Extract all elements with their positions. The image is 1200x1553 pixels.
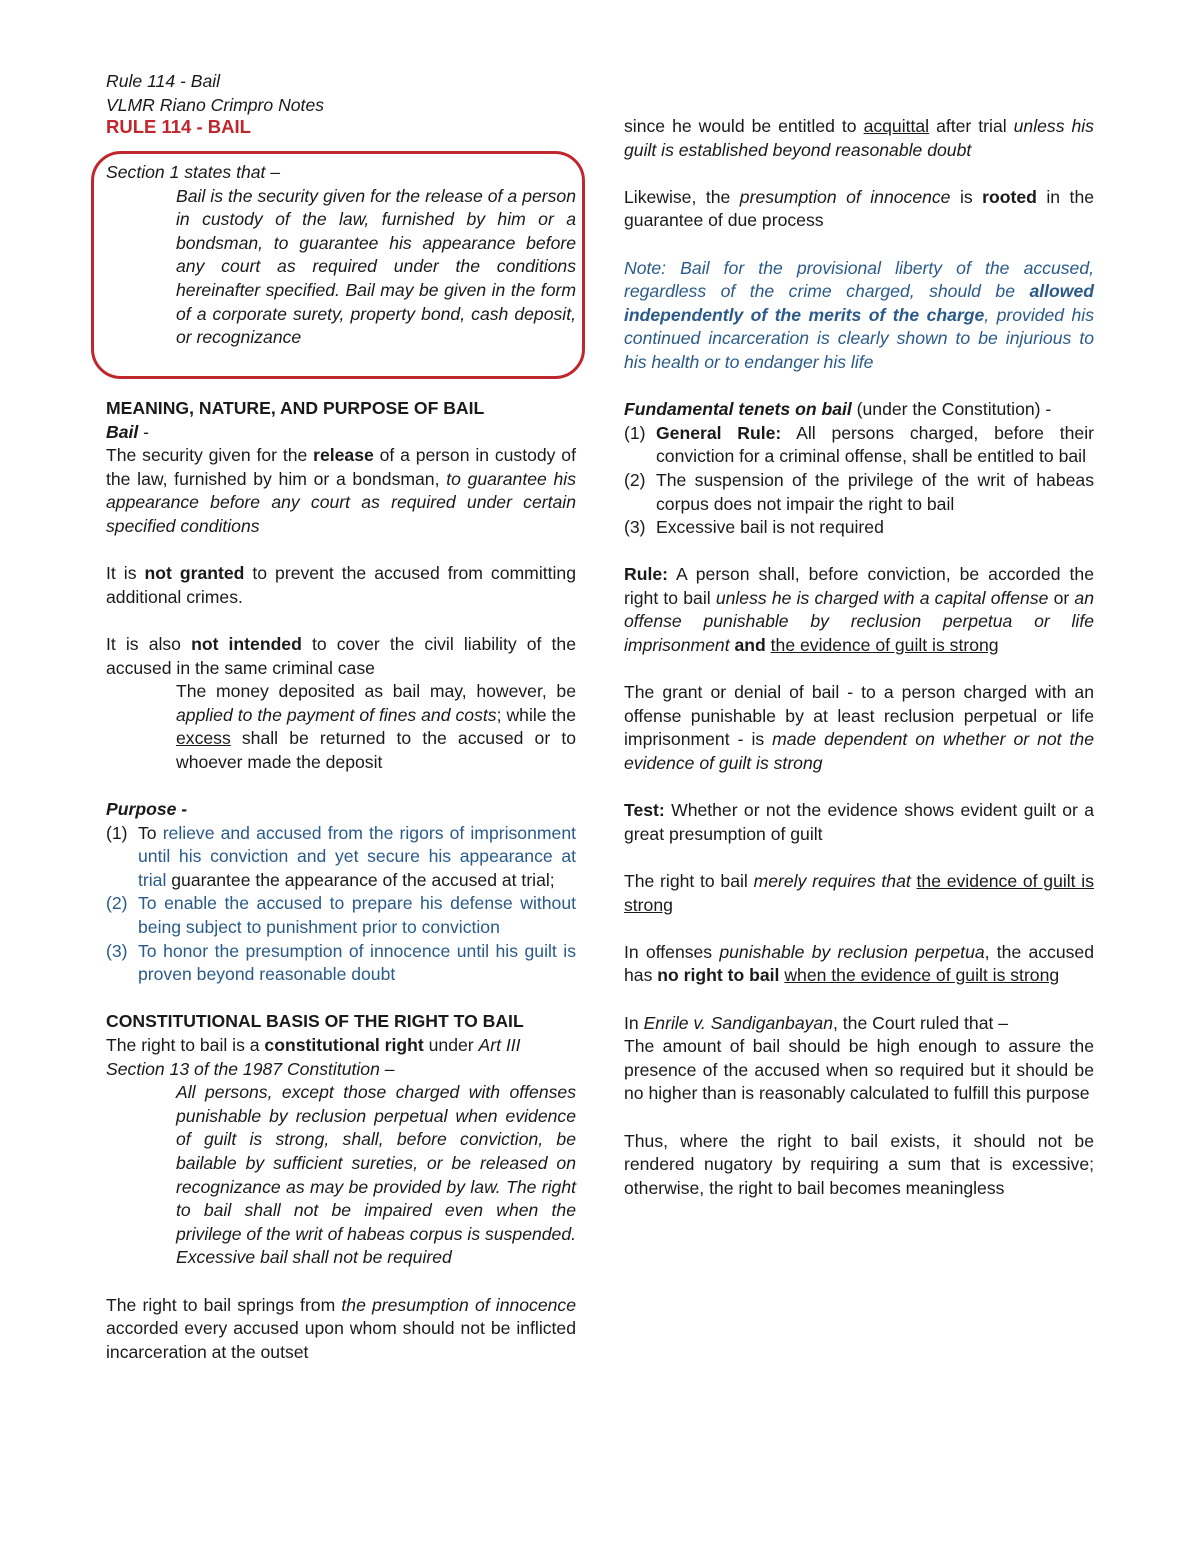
tenets-heading: Fundamental tenets on bail (under the Constitution) - — [624, 399, 1052, 420]
page-title: RULE 114 - BAIL — [106, 116, 251, 137]
constitution-quote: All persons, except those charged with offenses punishable by reclusion perpetual when evidence of guilt is strong, shall, before conviction, be bailable by sufficient sureties, or be released on recognizance as may be provided by law. The right to bail shall not be impaired even when the privilege of the writ of habeas corpus is suspended. Excessive bail shall not be required — [176, 1082, 577, 1268]
section-1-quote — [106, 161, 576, 350]
tenet-item: (1) General Rule: All persons charged, before their conviction for a criminal offense, shall be entitled to bail — [624, 422, 1094, 467]
rule-text: Rule: A person shall, before conviction, be accorded the right to bail unless he is charged with a capital offense or an offense punishable by reclusion perpetua or life imprisonment and the evidence of guilt is strong — [624, 564, 1094, 656]
purpose-heading: Purpose - — [106, 799, 188, 820]
money-deposited-text: The money deposited as bail may, however, be applied to the payment of fines and costs; while the excess shall be returned to the accused or to whoever made the deposit — [176, 681, 577, 772]
note-text: Note: Bail for the provisional liberty of the accused, regardless of the crime charged, should be allowed independently of the merits of the charge, provided his continued incarceration is clearly shown to be injurious to his health or to endanger his life — [624, 257, 1094, 372]
purpose-item: (1) To relieve and accused from the rigors of imprisonment until his conviction and yet secure his appearance at trial guarantee the appearance of the accused at trial; — [106, 822, 576, 890]
grant-denial-text: The grant or denial of bail - to a person charged with an offense punishable by at least reclusion perpetual or life imprisonment - is made dependent on whether or not the evidence of guilt is strong — [624, 682, 1094, 774]
thus-text: Thus, where the right to bail exists, it should not be rendered nugatory by requiring a sum that is excessive; otherwise, the right to bail becomes meaningless — [624, 1130, 1094, 1198]
not-intended-text: It is also not intended to cover the civil liability of the accused in the same criminal case — [106, 633, 576, 678]
merely-requires-text: The right to bail merely requires that the evidence of guilt is strong — [624, 871, 1095, 915]
purpose-item: (3) To honor the presumption of innocence until his guilt is proven beyond reasonable doubt — [106, 940, 576, 985]
tenet-item: (2) The suspension of the privilege of the writ of habeas corpus does not impair the right to bail — [624, 469, 1094, 514]
tenet-item: (3) Excessive bail is not required — [624, 517, 884, 538]
section-1-text: Bail is the security given for the release of a person in custody of the law, furnished by him or a bondsman, to guarantee his appearance before any court as required under the conditions hereinafter specified. Bail may be given in the form of a corporate surety, property bond, cash deposit, or recognizance — [176, 185, 576, 348]
likewise-text: Likewise, the presumption of innocence is rooted in the guarantee of due process — [624, 186, 1095, 231]
right-column — [624, 115, 1094, 1200]
acquittal-continuation: since he would be entitled to acquittal after trial unless his guilt is established beyond reasonable doubt — [624, 116, 1094, 160]
enrile-case-intro: In Enrile v. Sandiganbayan, the Court ruled that – — [624, 1012, 1009, 1033]
header-notes: VLMR Riano Crimpro Notes — [106, 95, 325, 115]
tenets-list — [624, 422, 1094, 540]
not-granted-text: It is not granted to prevent the accused from committing additional crimes. — [106, 563, 576, 607]
section-1-intro: Section 1 states that – — [106, 162, 281, 182]
bail-label: Bail - — [106, 421, 150, 442]
enrile-ruling: The amount of bail should be high enough to assure the presence of the accused when so required but it should be no higher than is reasonably calculated to fulfill this purpose — [624, 1036, 1094, 1104]
header-rule: Rule 114 - Bail — [106, 71, 221, 91]
springs-text: The right to bail springs from the presumption of innocence accorded every accused upon whom should not be inflicted incarceration at the outset — [106, 1294, 576, 1362]
meaning-heading: MEANING, NATURE, AND PURPOSE OF BAIL — [106, 398, 485, 418]
purpose-list — [106, 822, 576, 987]
constitutional-intro: The right to bail is a constitutional right under Art III Section 13 of the 1987 Constitution – — [106, 1035, 521, 1079]
test-text: Test: Whether or not the evidence shows evident guilt or a great presumption of guilt — [624, 800, 1094, 844]
meaning-section — [106, 397, 576, 1364]
reclusion-perpetua-text: In offenses punishable by reclusion perpetua, the accused has no right to bail when the evidence of guilt is strong — [624, 941, 1094, 986]
constitutional-heading: CONSTITUTIONAL BASIS OF THE RIGHT TO BAIL — [106, 1011, 524, 1032]
bail-definition: The security given for the release of a person in custody of the law, furnished by him or a bondsman, to guarantee his appearance before any court as required under certain specified conditions — [106, 445, 576, 536]
purpose-item: (2) To enable the accused to prepare his defense without being subject to punishment prior to conviction — [106, 893, 576, 938]
